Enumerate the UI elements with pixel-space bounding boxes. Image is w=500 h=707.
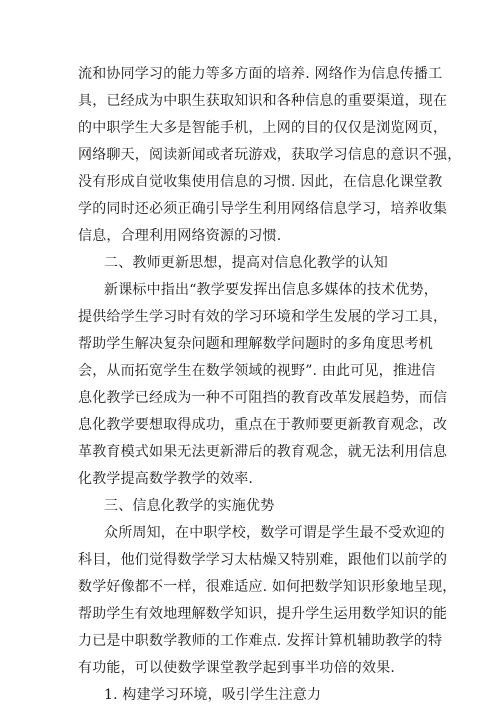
body-text-line: 数学好像都不一样，很难适应. 如何把数学知识形象地呈现， [78,579,457,595]
section-heading-2: 二、教师更新思想，提高对信息化教学的认知 [104,255,388,271]
body-text-line: 流和协同学习的能力等多方面的培养. 网络作为信息传播工 [78,66,443,82]
section-heading-3: 三、信息化教学的实施优势 [104,498,275,514]
body-text-line: 化教学提高数学教学的效率. [78,471,254,487]
body-text-line: 息化教学已经成为一种不可阻挡的教育改革发展趋势，而信 [78,390,448,406]
subsection-heading-1: 1. 构建学习环境，吸引学生注意力 [104,687,322,703]
body-text-line: 帮助学生解决复杂问题和理解数学问题时的多角度思考机 [78,336,433,352]
body-text-line: 革教育模式如果无法更新滞后的教育观念，就无法利用信息 [78,444,448,460]
body-text-line: 没有形成自觉收集使用信息的习惯. 因此，在信息化课堂教 [78,174,443,190]
body-text-line: 息化教学要想取得成功，重点在于教师要更新教育观念，改 [78,417,448,433]
body-text-line: 提供给学生学习时有效的学习环境和学生发展的学习工具， [78,309,448,325]
body-text-line: 会，从而拓宽学生在数学领域的视野”. 由此可见，推进信 [78,363,436,379]
body-text-line: 科目，他们觉得数学学习太枯燥又特别难，跟他们以前学的 [78,552,448,568]
body-text-line: 具，已经成为中职生获取知识和各种信息的重要渠道，现在 [78,93,448,109]
body-text-line: 网络聊天，阅读新闻或者玩游戏，获取学习信息的意识不强， [78,147,462,163]
body-text-line: 学的同时还必须正确引导学生利用网络信息学习，培养收集 [78,201,448,217]
body-text-line: 有功能，可以使数学课堂教学起到事半功倍的效果. [78,660,396,676]
body-text-line: 力已是中职数学教师的工作难点. 发挥计算机辅助教学的特 [78,633,443,649]
body-text-line: 的中职学生大多是智能手机，上网的目的仅仅是浏览网页， [78,120,448,136]
body-text-line: 新课标中指出“教学要发挥出信息多媒体的技术优势， [104,282,438,298]
body-text-line: 众所周知，在中职学校，数学可谓是学生最不受欢迎的 [104,525,445,541]
body-text-line: 帮助学生有效地理解数学知识，提升学生运用数学知识的能 [78,606,448,622]
body-text-line: 信息，合理利用网络资源的习惯. [78,228,282,244]
